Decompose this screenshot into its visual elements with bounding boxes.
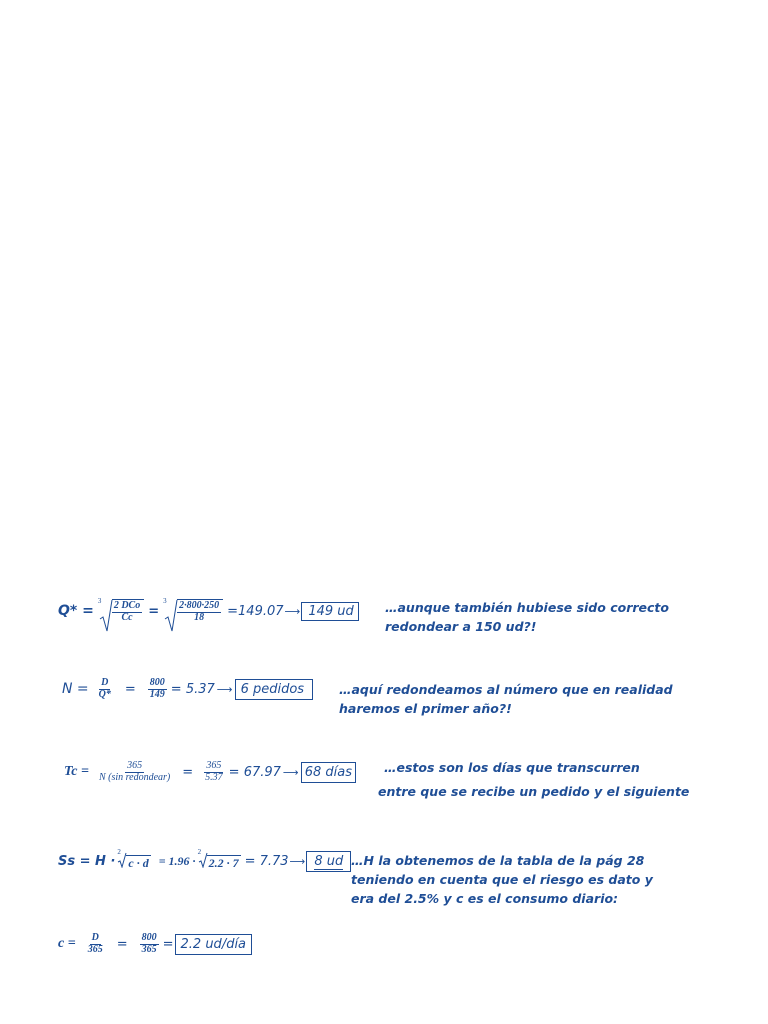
eq1-root-index-2: 3 — [163, 597, 167, 605]
eq4-mid: = 1.96 · — [158, 853, 196, 868]
eq2-den-1: Q* — [98, 688, 111, 700]
eq1-num-2: 2·800·250 — [179, 600, 220, 611]
eq5-boxed-answer: 2.2 ud/día — [175, 934, 253, 955]
eq4-root-body-2: 2.2 · 7 — [208, 855, 239, 870]
eq1-equals: = — [148, 603, 160, 619]
eq1-lhs: Q* = — [58, 603, 94, 619]
eq-safety-stock — [58, 848, 351, 874]
eq3-den-2: 5.37 — [205, 771, 223, 783]
radical-sign-icon — [163, 599, 179, 633]
eq4-boxed-text: 8 ud — [314, 853, 344, 869]
eq-daily-consumption — [58, 928, 252, 960]
right-arrow-icon: ⟶ — [216, 682, 233, 696]
eq-economic-order-quantity — [58, 591, 359, 631]
eq3-note-line-2: entre que se recibe un pedido y el siguiente — [378, 784, 690, 799]
right-arrow-icon: ⟶ — [284, 604, 301, 618]
eq2-note — [339, 680, 673, 718]
eq4-note-line-3: era del 2.5% y c es el consumo diario: — [351, 891, 619, 906]
eq5-den-2: 365 — [141, 943, 157, 955]
eq4-note — [351, 851, 653, 908]
eq1-num-1: 2 DCo — [113, 600, 141, 611]
eq2-boxed-answer: 6 pedidos — [235, 679, 314, 700]
eq1-note — [385, 598, 669, 636]
eq5-num-2: 800 — [141, 932, 157, 943]
eq-number-of-orders — [62, 672, 313, 706]
eq2-lhs: N = — [62, 681, 89, 697]
eq2-num-1: D — [101, 677, 109, 688]
eq1-note-line-1: …aunque también hubiese sido correcto — [385, 600, 669, 615]
eq4-note-line-2: teniendo en cuenta que el riesgo es dato y — [351, 872, 653, 887]
eq1-den-1: Cc — [121, 611, 133, 623]
eq1-cube-root-1 — [98, 599, 144, 623]
eq1-fraction-1 — [112, 601, 142, 623]
eq1-note-line-2: redondear a 150 ud?! — [385, 619, 537, 634]
eq4-boxed-answer — [306, 851, 351, 872]
eq4-square-root-1 — [117, 847, 150, 871]
eq3-den-1: N (sin redondear) — [98, 771, 171, 783]
radical-sign-icon — [198, 852, 208, 868]
eq3-boxed-answer: 68 días — [301, 762, 356, 783]
eq5-equals-2: = — [162, 936, 174, 952]
eq3-fraction-1 — [97, 761, 172, 783]
eq1-boxed-answer: 149 ud — [301, 602, 358, 621]
eq3-num-2: 365 — [206, 760, 222, 771]
radical-sign-icon — [117, 852, 127, 868]
eq4-note-line-1: …H la obtenemos de la tabla de la pág 28 — [351, 853, 645, 868]
eq5-num-1: D — [91, 932, 99, 943]
eq5-den-1: 365 — [87, 943, 103, 955]
eq3-num-1: 365 — [127, 760, 143, 771]
eq3-note-continued — [378, 782, 689, 801]
eq5-fraction-1 — [86, 933, 105, 955]
eq4-root-index-2: 2 — [197, 847, 202, 856]
eq2-equals: = — [124, 681, 136, 697]
eq3-result: = 67.97 — [228, 764, 281, 780]
eq2-num-2: 800 — [149, 677, 165, 688]
eq3-lhs: Tc = — [64, 764, 89, 779]
eq2-result: = 5.37 — [170, 681, 215, 697]
radical-sign-icon — [98, 599, 114, 633]
eq3-equals: = — [182, 764, 194, 780]
right-arrow-icon: ⟶ — [282, 765, 299, 779]
eq5-lhs: c = — [58, 936, 76, 951]
eq2-fraction-1 — [97, 678, 113, 700]
eq2-fraction-2 — [148, 678, 167, 700]
right-arrow-icon: ⟶ — [289, 854, 306, 868]
eq4-root-body-1: c · d — [128, 855, 149, 870]
eq1-fraction-2 — [177, 601, 221, 623]
eq2-note-line-1: …aquí redondeamos al número que en realidad — [339, 682, 673, 697]
eq4-square-root-2 — [197, 847, 241, 871]
eq1-cube-root-2 — [163, 599, 223, 623]
eq1-result: =149.07 — [227, 603, 284, 619]
eq3-note-line-1: …estos son los días que transcurren — [384, 760, 640, 775]
eq-cycle-time — [64, 755, 356, 789]
eq4-root-index-1: 2 — [117, 847, 121, 856]
eq1-root-index-1: 3 — [97, 597, 102, 605]
eq5-fraction-2 — [140, 933, 159, 955]
eq1-den-2: 18 — [194, 611, 205, 623]
eq5-equals: = — [116, 936, 128, 952]
eq3-fraction-2 — [203, 761, 225, 783]
eq4-result: = 7.73 — [244, 853, 289, 869]
eq4-lhs: Ss = H · — [58, 853, 116, 869]
eq2-den-2: 149 — [149, 688, 165, 700]
eq2-note-line-2: haremos el primer año?! — [339, 701, 512, 716]
eq3-note — [384, 758, 640, 777]
